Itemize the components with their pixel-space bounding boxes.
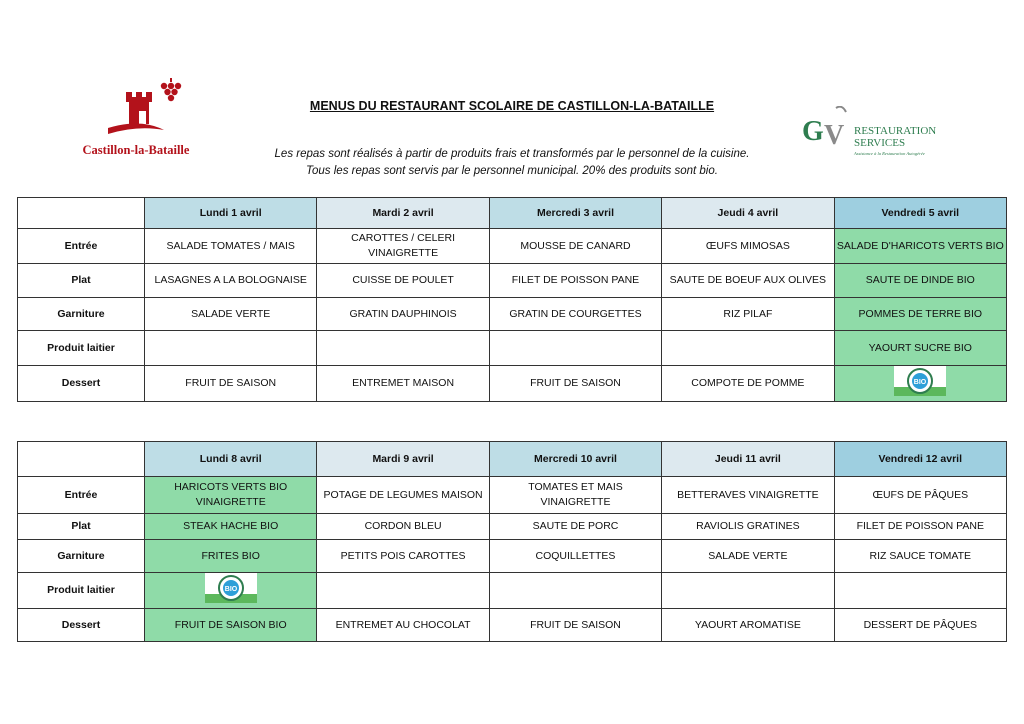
menu-cell: CORDON BLEU: [317, 514, 489, 540]
menu-cell: GRATIN DAUPHINOIS: [317, 298, 489, 331]
menu-cell-bio: HARICOTS VERTS BIO VINAIGRETTE: [145, 477, 317, 514]
day-header: Mardi 2 avril: [317, 198, 489, 229]
menu-cell-bio: SALADE D'HARICOTS VERTS BIO: [834, 229, 1006, 264]
menu-cell: FILET DE POISSON PANE: [489, 264, 661, 298]
row-label: Produit laitier: [18, 573, 145, 609]
menu-cell: COMPOTE DE POMME: [662, 366, 834, 402]
menu-cell-bio: STEAK HACHE BIO: [145, 514, 317, 540]
menu-cell: ŒUFS DE PÂQUES: [834, 477, 1006, 514]
menu-cell: RIZ SAUCE TOMATE: [834, 540, 1006, 573]
day-header: Jeudi 11 avril: [662, 442, 834, 477]
day-header: Jeudi 4 avril: [662, 198, 834, 229]
day-header: Mardi 9 avril: [317, 442, 489, 477]
menu-cell-bio: [145, 573, 317, 609]
menu-cell: [145, 331, 317, 366]
table-row-plat: [18, 264, 1007, 298]
svg-text:SERVICES: SERVICES: [854, 137, 906, 149]
day-header: Lundi 1 avril: [145, 198, 317, 229]
menu-cell-bio: [834, 366, 1006, 402]
menu-cell: PETITS POIS CAROTTES: [317, 540, 489, 573]
menu-cell-bio: YAOURT SUCRE BIO: [834, 331, 1006, 366]
row-label: Plat: [18, 514, 145, 540]
menu-cell-bio: FRITES BIO: [145, 540, 317, 573]
menu-cell: COQUILLETTES: [489, 540, 661, 573]
menu-cell: LASAGNES A LA BOLOGNAISE: [145, 264, 317, 298]
menu-cell: [662, 573, 834, 609]
menu-cell: [317, 331, 489, 366]
table-row-entree: [18, 229, 1007, 264]
row-label: Entrée: [18, 229, 145, 264]
row-label: Garniture: [18, 298, 145, 331]
day-header: Mercredi 10 avril: [489, 442, 661, 477]
menu-cell: ENTREMET MAISON: [317, 366, 489, 402]
table-row-dessert: [18, 609, 1007, 642]
menu-cell: POTAGE DE LEGUMES MAISON: [317, 477, 489, 514]
menu-cell: [489, 573, 661, 609]
menu-cell: BETTERAVES VINAIGRETTE: [662, 477, 834, 514]
town-name: Castillon-la-Bataille: [82, 143, 190, 157]
menu-cell: TOMATES ET MAIS VINAIGRETTE: [489, 477, 661, 514]
menu-cell: FRUIT DE SAISON: [145, 366, 317, 402]
menu-cell: SALADE TOMATES / MAIS: [145, 229, 317, 264]
menu-cell: DESSERT DE PÂQUES: [834, 609, 1006, 642]
svg-text:G: G: [802, 116, 824, 147]
intro-line-1: Les repas sont réalisés à partir de produits frais et transformés par le personnel de la cuisine.: [274, 148, 750, 160]
svg-text:V: V: [824, 120, 845, 151]
row-label: Dessert: [18, 366, 145, 402]
table-row-entree: [18, 477, 1007, 514]
table-row-plat: [18, 514, 1007, 540]
table-header-row: [18, 198, 1007, 229]
svg-text:RESTAURATION: RESTAURATION: [854, 125, 937, 137]
menu-table-week-1: [17, 197, 1007, 402]
menu-cell-bio: POMMES DE TERRE BIO: [834, 298, 1006, 331]
table-row-laitier: [18, 331, 1007, 366]
bio-badge-text: BIO: [914, 379, 927, 386]
day-header: Vendredi 12 avril: [834, 442, 1006, 477]
menu-table-week-2: [17, 441, 1007, 642]
menu-cell: CAROTTES / CELERI VINAIGRETTE: [317, 229, 489, 264]
menu-cell: YAOURT AROMATISE: [662, 609, 834, 642]
table-row-dessert: [18, 366, 1007, 402]
menu-cell: SALADE VERTE: [145, 298, 317, 331]
row-label: Entrée: [18, 477, 145, 514]
menu-cell: SALADE VERTE: [662, 540, 834, 573]
table-row-garniture: [18, 540, 1007, 573]
menu-cell: FRUIT DE SAISON: [489, 366, 661, 402]
bio-badge-text: BIO: [224, 586, 237, 593]
day-header: Lundi 8 avril: [145, 442, 317, 477]
bio-label-icon: [205, 573, 257, 608]
intro-line-2: Tous les repas sont servis par le personnel municipal. 20% des produits sont bio.: [306, 165, 718, 177]
menu-cell: RAVIOLIS GRATINES: [662, 514, 834, 540]
menu-cell: [317, 573, 489, 609]
menu-cell-bio: FRUIT DE SAISON BIO: [145, 609, 317, 642]
menu-cell: ENTREMET AU CHOCOLAT: [317, 609, 489, 642]
menu-cell: GRATIN DE COURGETTES: [489, 298, 661, 331]
menu-cell: [662, 331, 834, 366]
page-title: MENUS DU RESTAURANT SCOLAIRE DE CASTILLON-LA-BATAILLE: [309, 99, 715, 113]
menu-cell: ŒUFS MIMOSAS: [662, 229, 834, 264]
row-label: Produit laitier: [18, 331, 145, 366]
table-row-garniture: [18, 298, 1007, 331]
intro-text: [0, 146, 1024, 180]
menu-cell: SAUTE DE BOEUF AUX OLIVES: [662, 264, 834, 298]
day-header: Mercredi 3 avril: [489, 198, 661, 229]
table-corner: [18, 442, 145, 477]
menu-cell: RIZ PILAF: [662, 298, 834, 331]
menu-cell: [489, 331, 661, 366]
bio-label-icon: [894, 366, 946, 401]
menu-cell: FILET DE POISSON PANE: [834, 514, 1006, 540]
menu-cell: SAUTE DE PORC: [489, 514, 661, 540]
menu-cell-bio: SAUTE DE DINDE BIO: [834, 264, 1006, 298]
menu-cell: FRUIT DE SAISON: [489, 609, 661, 642]
row-label: Dessert: [18, 609, 145, 642]
table-corner: [18, 198, 145, 229]
row-label: Plat: [18, 264, 145, 298]
menu-cell: CUISSE DE POULET: [317, 264, 489, 298]
svg-text:Assistance à la Restauration A: Assistance à la Restauration Autogérée: [854, 151, 925, 156]
menu-cell: [834, 573, 1006, 609]
table-row-laitier: [18, 573, 1007, 609]
row-label: Garniture: [18, 540, 145, 573]
day-header: Vendredi 5 avril: [834, 198, 1006, 229]
menu-cell: MOUSSE DE CANARD: [489, 229, 661, 264]
table-header-row: [18, 442, 1007, 477]
